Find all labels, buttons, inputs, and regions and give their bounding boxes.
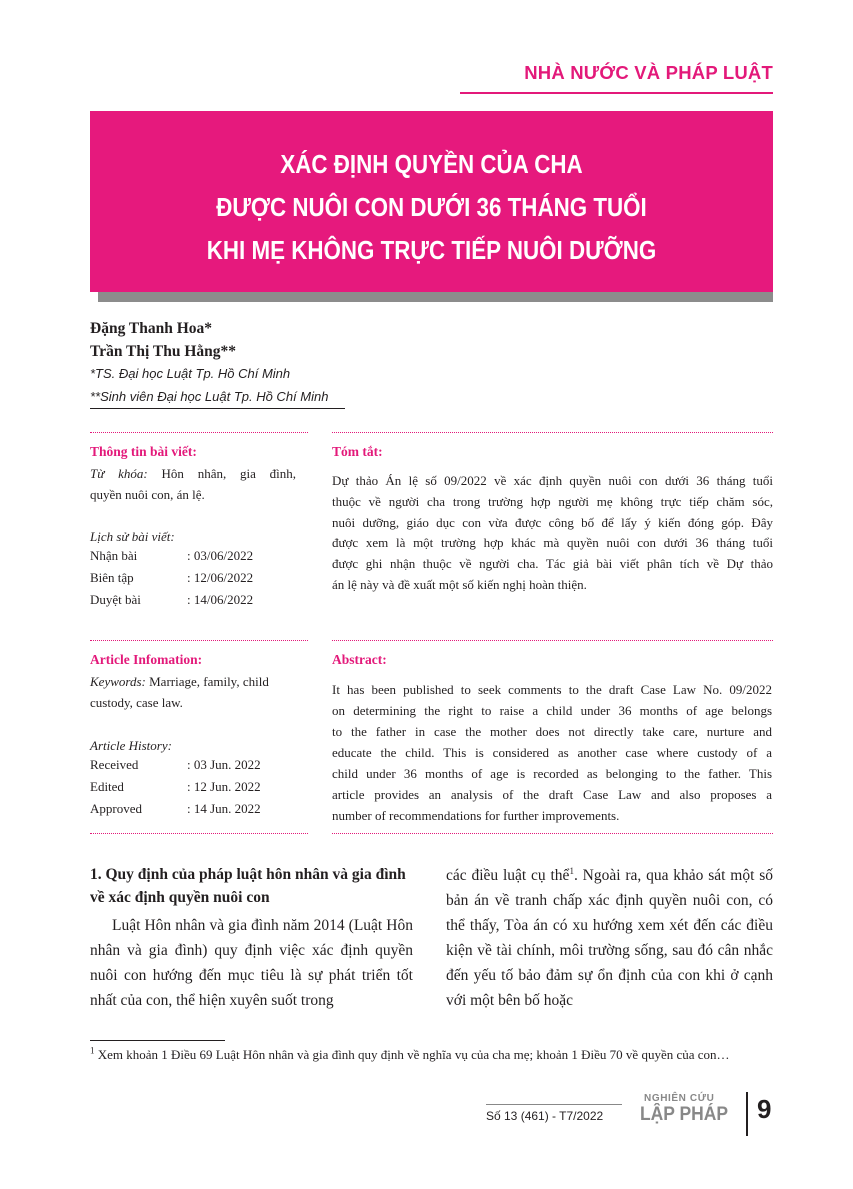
en-keywords-line1: Marriage, family, child bbox=[149, 674, 269, 689]
summary-line: Dự thảo Án lệ số 09/2022 về xác định quyền nuôi con dưới 36 tháng tuổi bbox=[332, 473, 773, 488]
title-line-2: ĐƯỢC NUÔI CON DƯỚI 36 THÁNG TUỔI bbox=[216, 192, 647, 222]
history-label: Edited bbox=[90, 779, 124, 794]
title-line-3: KHI MẸ KHÔNG TRỰC TIẾP NUÔI DƯỠNG bbox=[206, 235, 657, 265]
body-right-paragraph bbox=[446, 863, 773, 1013]
footnote-reference: 1 bbox=[569, 865, 574, 876]
dotted-separator bbox=[332, 432, 773, 433]
history-label: Received bbox=[90, 757, 139, 772]
summary-line: thuộc về người cha trong trường hợp người mẹ không trực tiếp chăm sóc, bbox=[332, 493, 773, 509]
history-date: : 03 Jun. 2022 bbox=[187, 757, 261, 772]
vi-keywords-line1: Hôn nhân, gia đình, bbox=[161, 466, 297, 481]
abstract-line: to the father in case the mother does not directly take care, nurture and bbox=[332, 724, 772, 739]
history-label: Nhận bài bbox=[90, 548, 138, 563]
affiliation-underline bbox=[90, 408, 345, 409]
footnote-rule bbox=[90, 1040, 225, 1041]
history-date: : 03/06/2022 bbox=[187, 548, 254, 563]
history-date: : 14 Jun. 2022 bbox=[187, 801, 261, 816]
dotted-separator bbox=[332, 640, 773, 641]
page-number: 9 bbox=[757, 1094, 772, 1124]
en-keywords-line2: custody, case law. bbox=[90, 695, 183, 710]
history-date: : 12 Jun. 2022 bbox=[187, 779, 261, 794]
title-band-shadow bbox=[98, 292, 773, 302]
footnote-text: Xem khoản 1 Điều 69 Luật Hôn nhân và gia đình quy định về nghĩa vụ của cha mẹ; khoản 1 Điều 70 về quyền của con… bbox=[94, 1047, 730, 1062]
en-abstract-heading: Abstract: bbox=[332, 652, 387, 667]
header-rule bbox=[460, 92, 773, 94]
abstract-line: number of recommendations for further improvements. bbox=[332, 808, 620, 823]
vi-info-heading: Thông tin bài viết: bbox=[90, 444, 197, 459]
history-date: : 14/06/2022 bbox=[187, 592, 254, 607]
vi-summary bbox=[332, 471, 773, 596]
en-info-heading: Article Infomation: bbox=[90, 652, 203, 667]
abstract-line: educate the child. This is considered as another case where custody of a bbox=[332, 745, 772, 760]
section-heading: 1. Quy định của pháp luật hôn nhân và gia đình về xác định quyền nuôi con bbox=[90, 866, 406, 906]
footnote-marker: 1 bbox=[90, 1045, 95, 1056]
history-date: : 12/06/2022 bbox=[187, 570, 254, 585]
issue-number: Số 13 (461) - T7/2022 bbox=[486, 1109, 604, 1123]
en-keywords bbox=[90, 671, 296, 692]
abstract-line: child under 36 months of age is recorded as belonging to the father. This bbox=[332, 766, 772, 781]
affiliation-1: *TS. Đại học Luật Tp. Hồ Chí Minh bbox=[90, 366, 291, 381]
journal-name-top: NGHIÊN CỨU bbox=[644, 1093, 715, 1104]
vi-summary-heading: Tóm tắt: bbox=[332, 444, 383, 459]
summary-line: được ghi nhận thuộc về người cha. Tác giả bài viết phân tích về Dự thảo bbox=[332, 556, 773, 572]
footer-rule bbox=[486, 1104, 622, 1105]
history-label: Biên tập bbox=[90, 570, 134, 585]
summary-line: án lệ này và đề xuất một số kiến nghị hoàn thiện. bbox=[332, 576, 587, 592]
footnote bbox=[90, 1044, 773, 1065]
abstract-line: on determining the right to raise a child under 36 months of age belongs bbox=[332, 703, 772, 718]
affiliation-2: **Sinh viên Đại học Luật Tp. Hồ Chí Minh bbox=[90, 389, 329, 404]
en-keywords-label: Keywords: bbox=[90, 674, 146, 689]
abstract-line: It has been published to seek comments to the draft Case Law No. 09/2022 bbox=[332, 682, 772, 697]
history-label: Duyệt bài bbox=[90, 592, 141, 607]
history-label: Approved bbox=[90, 801, 142, 816]
vi-keywords-label: Từ khóa: bbox=[90, 466, 148, 481]
section-label: NHÀ NƯỚC VÀ PHÁP LUẬT bbox=[524, 62, 773, 83]
summary-line: được xem là một trường hợp khác mà quyền nuôi con dưới 36 tháng tuổi bbox=[332, 535, 773, 551]
journal-name-main: LẬP PHÁP bbox=[640, 1104, 729, 1125]
author-1: Đặng Thanh Hoa* bbox=[90, 320, 213, 337]
author-2: Trần Thị Thu Hằng** bbox=[90, 343, 237, 360]
en-history-label: Article History: bbox=[90, 738, 172, 753]
vi-history-label: Lịch sử bài viết: bbox=[90, 529, 175, 544]
body-right-text-a: các điều luật cụ thể bbox=[446, 867, 570, 884]
article-title bbox=[90, 143, 773, 272]
dotted-separator bbox=[332, 833, 773, 834]
dotted-separator bbox=[90, 833, 308, 834]
title-line-1: XÁC ĐỊNH QUYỀN CỦA CHA bbox=[280, 149, 583, 179]
vi-keywords-line2: quyền nuôi con, án lệ. bbox=[90, 487, 205, 502]
dotted-separator bbox=[90, 640, 308, 641]
abstract-line: article provides an analysis of the draft Case Law and also proposes a bbox=[332, 787, 772, 802]
en-abstract bbox=[332, 679, 772, 826]
body-left-paragraph: Luật Hôn nhân và gia đình năm 2014 (Luật Hôn nhân và gia đình) quy định việc xác định quyền nuôi con hướng đến mục tiêu là sự phát triển tốt nhất của con, thể hiện xuyên suốt trong bbox=[90, 917, 413, 1009]
dotted-separator bbox=[90, 432, 308, 433]
footer-divider bbox=[746, 1092, 748, 1136]
body-right-text-b: . Ngoài ra, qua khảo sát một số bản án về tranh chấp xác định quyền nuôi con, có thể thấy, Tòa án có xu hướng xem xét đến các điều kiện về tài chính, môi trường sống, sau đó cân nhắc đến yếu tố bảo đảm sự ổn định của con khi ở cạnh với một bên bố hoặc bbox=[446, 867, 773, 1009]
summary-line: nuôi dưỡng, giáo dục con vừa được công bố để lấy ý kiến đóng góp. Đây bbox=[332, 514, 773, 530]
vi-keywords bbox=[90, 463, 296, 484]
